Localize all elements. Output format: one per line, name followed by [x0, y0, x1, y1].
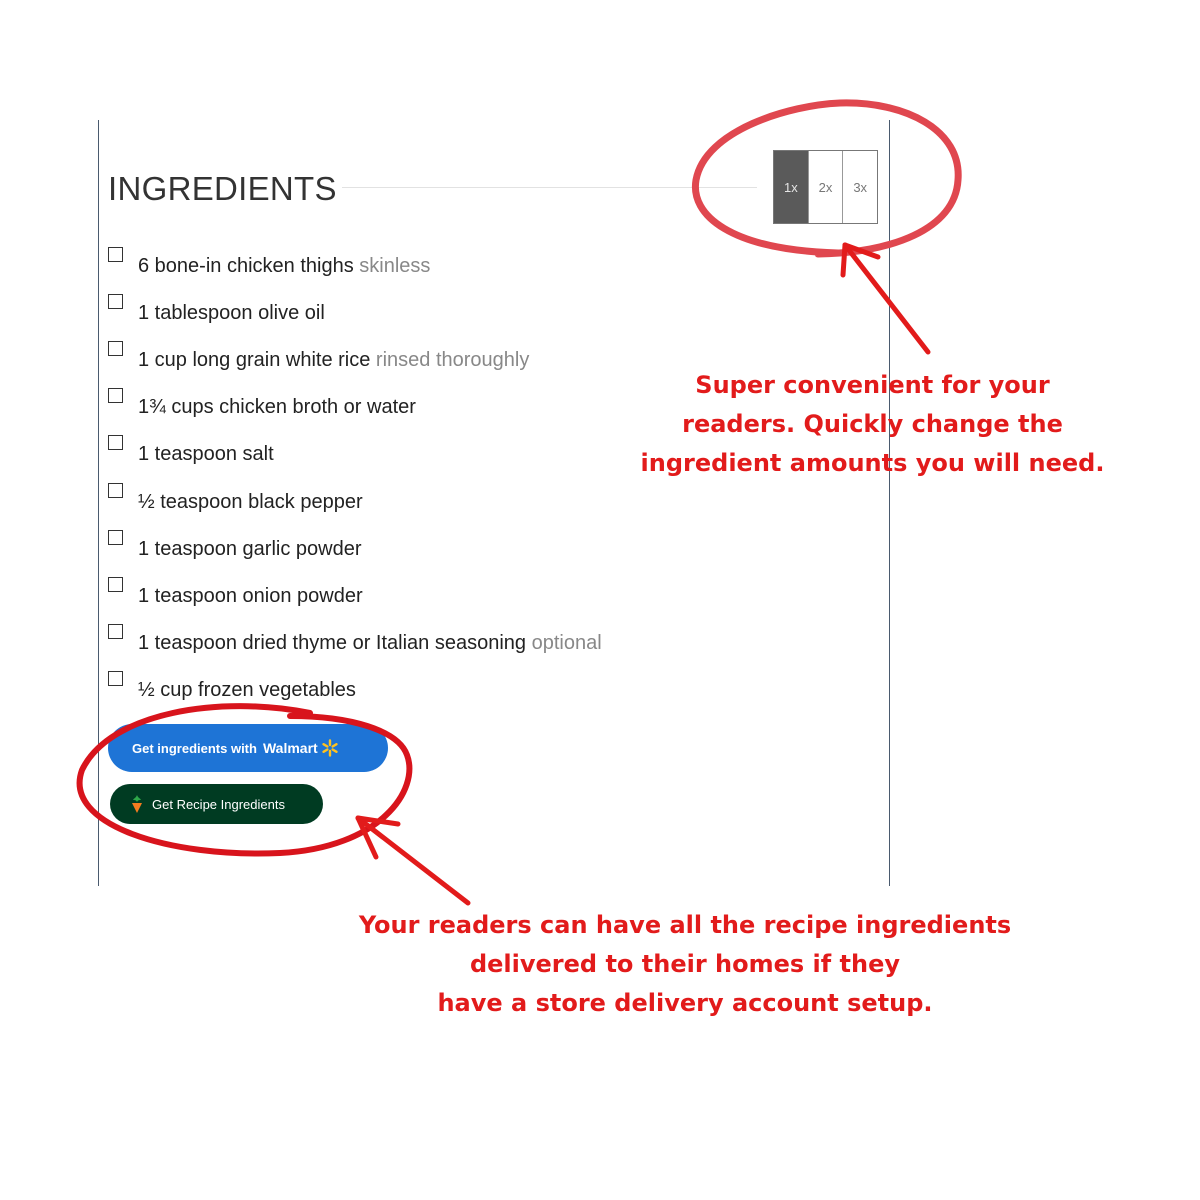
- heading-divider: [342, 187, 757, 188]
- annotation-line: have a store delivery account setup.: [437, 989, 933, 1017]
- scale-1x-button[interactable]: 1x: [774, 151, 808, 223]
- ingredient-text: [138, 585, 363, 608]
- card-left-border: [98, 120, 99, 886]
- ingredient-amount: 1 teaspoon dried thyme or Italian seasoning: [138, 632, 527, 654]
- card-right-border: [889, 120, 890, 886]
- ingredient-text: [138, 302, 325, 325]
- scale-3x-button[interactable]: 3x: [842, 151, 877, 223]
- carrot-icon: [128, 793, 146, 815]
- ingredient-amount: 1 teaspoon garlic powder: [138, 538, 362, 560]
- ingredient-text: [138, 538, 361, 561]
- walmart-ingredients-button[interactable]: [108, 724, 388, 772]
- ingredient-text: [138, 632, 602, 655]
- instacart-ingredients-button[interactable]: [110, 784, 323, 824]
- ingredient-text: [138, 349, 529, 372]
- ingredient-amount: 1 tablespoon olive oil: [138, 302, 325, 324]
- buttons-arrow: [358, 818, 468, 903]
- ingredient-checkbox[interactable]: [108, 341, 123, 356]
- buttons-annotation: [330, 906, 1040, 1023]
- annotation-line: readers. Quickly change the: [682, 410, 1063, 438]
- ingredient-checkbox[interactable]: [108, 577, 123, 592]
- ingredient-amount: 6 bone-in chicken thighs: [138, 255, 354, 277]
- ingredient-checkbox[interactable]: [108, 671, 123, 686]
- ingredient-text: [138, 679, 356, 702]
- ingredient-checkbox[interactable]: [108, 294, 123, 309]
- scale-2x-button[interactable]: 2x: [808, 151, 843, 223]
- ingredient-note: optional: [531, 632, 602, 654]
- ingredient-checkbox[interactable]: [108, 624, 123, 639]
- ingredient-amount: ½ cup frozen vegetables: [138, 679, 356, 701]
- walmart-button-label: Get ingredients with: [132, 740, 257, 756]
- annotation-line: delivered to their homes if they: [469, 950, 901, 978]
- ingredient-checkbox[interactable]: [108, 435, 123, 450]
- ingredient-amount: 1 teaspoon onion powder: [138, 585, 363, 607]
- annotation-line: ingredient amounts you will need.: [640, 449, 1105, 477]
- servings-scaler: [773, 150, 878, 224]
- ingredient-checkbox[interactable]: [108, 530, 123, 545]
- ingredient-amount: 1 teaspoon salt: [138, 443, 274, 465]
- ingredient-note: rinsed thoroughly: [375, 349, 530, 371]
- ingredient-text: [138, 255, 430, 278]
- annotation-line: Your readers can have all the recipe ingredients: [358, 911, 1012, 939]
- ingredient-text: [138, 396, 416, 419]
- ingredient-note: skinless: [359, 255, 431, 277]
- ingredient-amount: 1¾ cups chicken broth or water: [138, 396, 416, 418]
- instacart-button-label: Get Recipe Ingredients: [152, 796, 285, 812]
- walmart-spark-icon: [321, 739, 339, 757]
- ingredient-checkbox[interactable]: [108, 388, 123, 403]
- ingredient-text: [138, 491, 363, 514]
- ingredients-heading: INGREDIENTS: [108, 170, 337, 207]
- walmart-brand-label: Walmart: [262, 740, 318, 756]
- ingredient-checkbox[interactable]: [108, 247, 123, 262]
- ingredient-amount: 1 cup long grain white rice: [138, 349, 371, 371]
- annotation-line: Super convenient for your: [695, 371, 1050, 399]
- scaler-arrow: [843, 245, 928, 352]
- scaler-annotation: [620, 366, 1125, 483]
- ingredient-amount: ½ teaspoon black pepper: [138, 491, 363, 513]
- ingredient-text: [138, 443, 274, 466]
- ingredient-checkbox[interactable]: [108, 483, 123, 498]
